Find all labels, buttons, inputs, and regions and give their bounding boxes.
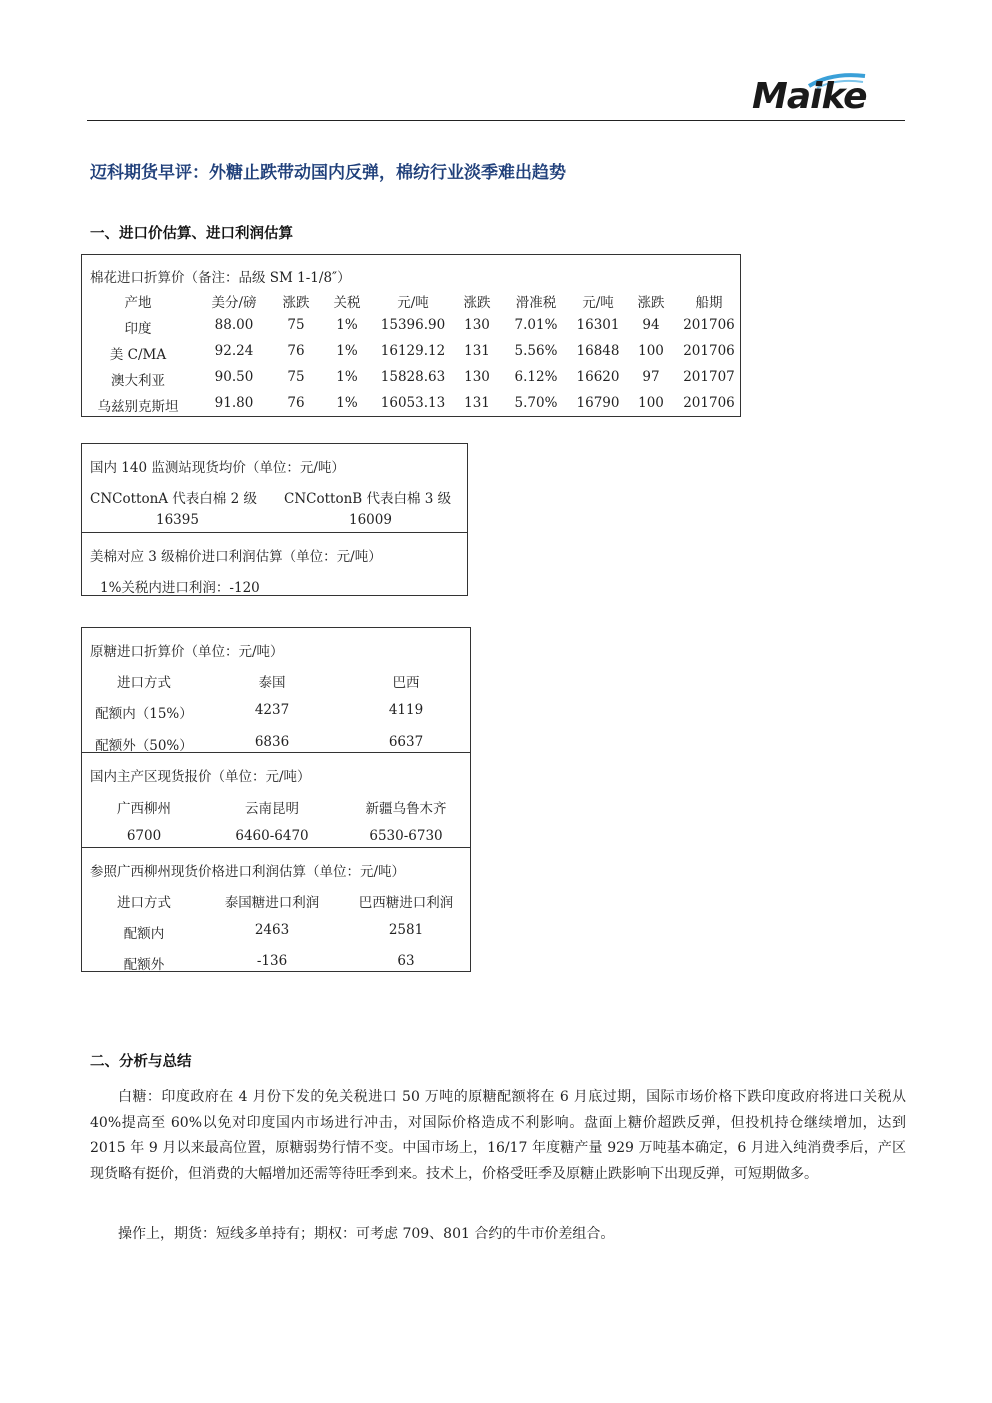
- sugar-profit-cell: 63: [397, 953, 415, 969]
- sugar-divider-1: [82, 752, 470, 753]
- cotton-header-cell: 涨跌: [463, 295, 491, 311]
- sugar-spot-value: 6460-6470: [235, 828, 309, 844]
- cotton-table-cell: 90.50: [214, 369, 254, 385]
- cotton-header-cell: 关税: [333, 295, 361, 311]
- cotton-table-cell: 131: [464, 395, 490, 411]
- cotton-table-cell: 16129.12: [380, 343, 446, 359]
- cncotton-b-label: CNCottonB 代表白棉 3 级: [284, 491, 452, 507]
- cotton-table-cell: 76: [287, 343, 305, 359]
- logo-text: Maike: [752, 76, 867, 117]
- header-rule: [87, 120, 905, 121]
- cotton-table-cell: 201707: [683, 369, 735, 385]
- cotton-table-cell: 5.56%: [514, 343, 558, 359]
- cotton-table-cell: 75: [287, 369, 305, 385]
- sugar-profit-cell: -136: [256, 953, 288, 969]
- sugar-spot-value: 6700: [126, 828, 162, 844]
- sugar-import-cell: 4119: [388, 702, 424, 718]
- section2-heading: 二、分析与总结: [90, 1054, 192, 1070]
- cncotton-b-value: 16009: [349, 512, 392, 528]
- sugar-profit-header: 泰国糖进口利润: [224, 895, 320, 911]
- cotton-table-cell: 75: [287, 317, 305, 333]
- sugar-spot-header: 云南昆明: [245, 801, 299, 817]
- sugar-import-cell: 6637: [388, 734, 424, 750]
- sugar-profit-header: 巴西糖进口利润: [358, 895, 454, 911]
- cotton-header-cell: 船期: [695, 295, 723, 311]
- sugar-profit-cell: 2581: [388, 922, 424, 938]
- cotton-table-cell: 16053.13: [380, 395, 446, 411]
- cotton-table-cell: 5.70%: [514, 395, 558, 411]
- cotton-table-cell: 131: [464, 343, 490, 359]
- sugar-spot-header: 广西柳州: [117, 801, 171, 817]
- maike-logo: [752, 70, 892, 120]
- cotton-profit-caption: 美棉对应 3 级棉价进口利润估算（单位：元/吨）: [90, 549, 382, 565]
- sugar-table: [81, 627, 471, 972]
- cotton-import-table: [81, 254, 741, 417]
- cotton-header-cell: 涨跌: [637, 295, 665, 311]
- sugar-import-header: 巴西: [392, 675, 420, 691]
- cotton-table-cell: 91.80: [214, 395, 254, 411]
- cotton-import-caption: 棉花进口折算价（备注：品级 SM 1-1/8″）: [90, 270, 351, 286]
- cncotton-a-value: 16395: [156, 512, 199, 528]
- sugar-spot-header: 新疆乌鲁木齐: [365, 801, 447, 817]
- sugar-import-caption: 原糖进口折算价（单位：元/吨）: [90, 644, 284, 660]
- cotton-header-cell: 元/吨: [397, 295, 429, 311]
- cotton-table-cell: 1%: [336, 395, 358, 411]
- cotton-table-cell: 16301: [576, 317, 620, 333]
- operation-paragraph: 操作上，期货：短线多单持有；期权：可考虑 709、801 合约的牛市价差组合。: [118, 1226, 615, 1242]
- domestic-cotton-caption: 国内 140 监测站现货均价（单位：元/吨）: [90, 460, 345, 476]
- cotton-table-cell: 美 C/MA: [109, 347, 167, 363]
- cotton-table-cell: 88.00: [214, 317, 254, 333]
- sugar-import-cell: 配额内（15%）: [95, 706, 193, 722]
- cotton-table-cell: 94: [642, 317, 660, 333]
- cotton-table-cell: 100: [638, 395, 664, 411]
- cotton-table-cell: 16790: [576, 395, 620, 411]
- cotton-table-cell: 1%: [336, 343, 358, 359]
- cotton-table-cell: 100: [638, 343, 664, 359]
- sugar-profit-header: 进口方式: [117, 895, 171, 911]
- sugar-import-header: 进口方式: [117, 675, 171, 691]
- cotton-table-cell: 16620: [576, 369, 620, 385]
- cotton-header-cell: 元/吨: [582, 295, 614, 311]
- domestic-cotton-table: [81, 443, 468, 596]
- cotton-table-cell: 130: [464, 369, 490, 385]
- cotton-table-cell: 16848: [576, 343, 620, 359]
- cotton-table-cell: 澳大利亚: [111, 373, 165, 389]
- sugar-divider-2: [82, 847, 470, 848]
- cotton-table-cell: 6.12%: [514, 369, 558, 385]
- cotton-table-cell: 97: [642, 369, 660, 385]
- section1-heading: 一、进口价估算、进口利润估算: [90, 226, 293, 242]
- cncotton-a-label: CNCottonA 代表白棉 2 级: [90, 491, 257, 507]
- cotton-header-cell: 涨跌: [282, 295, 310, 311]
- cotton-header-cell: 美分/磅: [211, 295, 257, 311]
- cotton-table-cell: 15396.90: [380, 317, 446, 333]
- sugar-spot-caption: 国内主产区现货报价（单位：元/吨）: [90, 769, 311, 785]
- sugar-import-header: 泰国: [258, 675, 286, 691]
- sugar-profit-caption: 参照广西柳州现货价格进口利润估算（单位：元/吨）: [90, 864, 406, 880]
- cotton-table-cell: 201706: [683, 317, 735, 333]
- domestic-divider: [82, 532, 467, 533]
- cotton-table-cell: 7.01%: [514, 317, 558, 333]
- cotton-table-cell: 76: [287, 395, 305, 411]
- cotton-table-cell: 乌兹别克斯坦: [97, 399, 179, 415]
- sugar-profit-cell: 配额内: [123, 926, 165, 942]
- sugar-import-cell: 6836: [254, 734, 290, 750]
- cotton-table-cell: 15828.63: [380, 369, 446, 385]
- cotton-header-cell: 产地: [124, 295, 152, 311]
- cotton-table-cell: 1%: [336, 317, 358, 333]
- cotton-table-cell: 印度: [124, 321, 152, 337]
- sugar-import-cell: 4237: [254, 702, 290, 718]
- cotton-table-cell: 92.24: [214, 343, 254, 359]
- sugar-profit-cell: 2463: [254, 922, 290, 938]
- cotton-table-cell: 201706: [683, 395, 735, 411]
- cotton-profit-text: 1%关税内进口利润：-120: [100, 580, 260, 596]
- page-title: 迈科期货早评：外糖止跌带动国内反弹，棉纺行业淡季难出趋势: [90, 163, 566, 183]
- cotton-table-cell: 130: [464, 317, 490, 333]
- sugar-import-cell: 配额外（50%）: [95, 738, 193, 754]
- cotton-table-cell: 1%: [336, 369, 358, 385]
- cotton-header-cell: 滑准税: [515, 295, 557, 311]
- analysis-paragraph: 白糖：印度政府在 4 月份下发的免关税进口 50 万吨的原糖配额将在 6 月底过期，国际市场价格下跌印度政府将进口关税从 40%提高至 60%以免对印度国内市场进行冲击，对国际价格造成不利影响。盘面上糖价超跌反弹，但投机持仓继续增加，达到 2015 年 9 月以来最高位置，原糖弱势行情不变。中国市场上，16/17 年度糖产量 929 万吨基本确定，6 月进入纯消费季后，产区现货略有挺价，但消费的大幅增加还需等待旺季到来。技术上，价格受旺季及原糖止跌影响下出现反弹，可短期做多。: [90, 1089, 906, 1182]
- sugar-profit-cell: 配额外: [123, 957, 165, 973]
- sugar-spot-value: 6530-6730: [369, 828, 443, 844]
- cotton-table-cell: 201706: [683, 343, 735, 359]
